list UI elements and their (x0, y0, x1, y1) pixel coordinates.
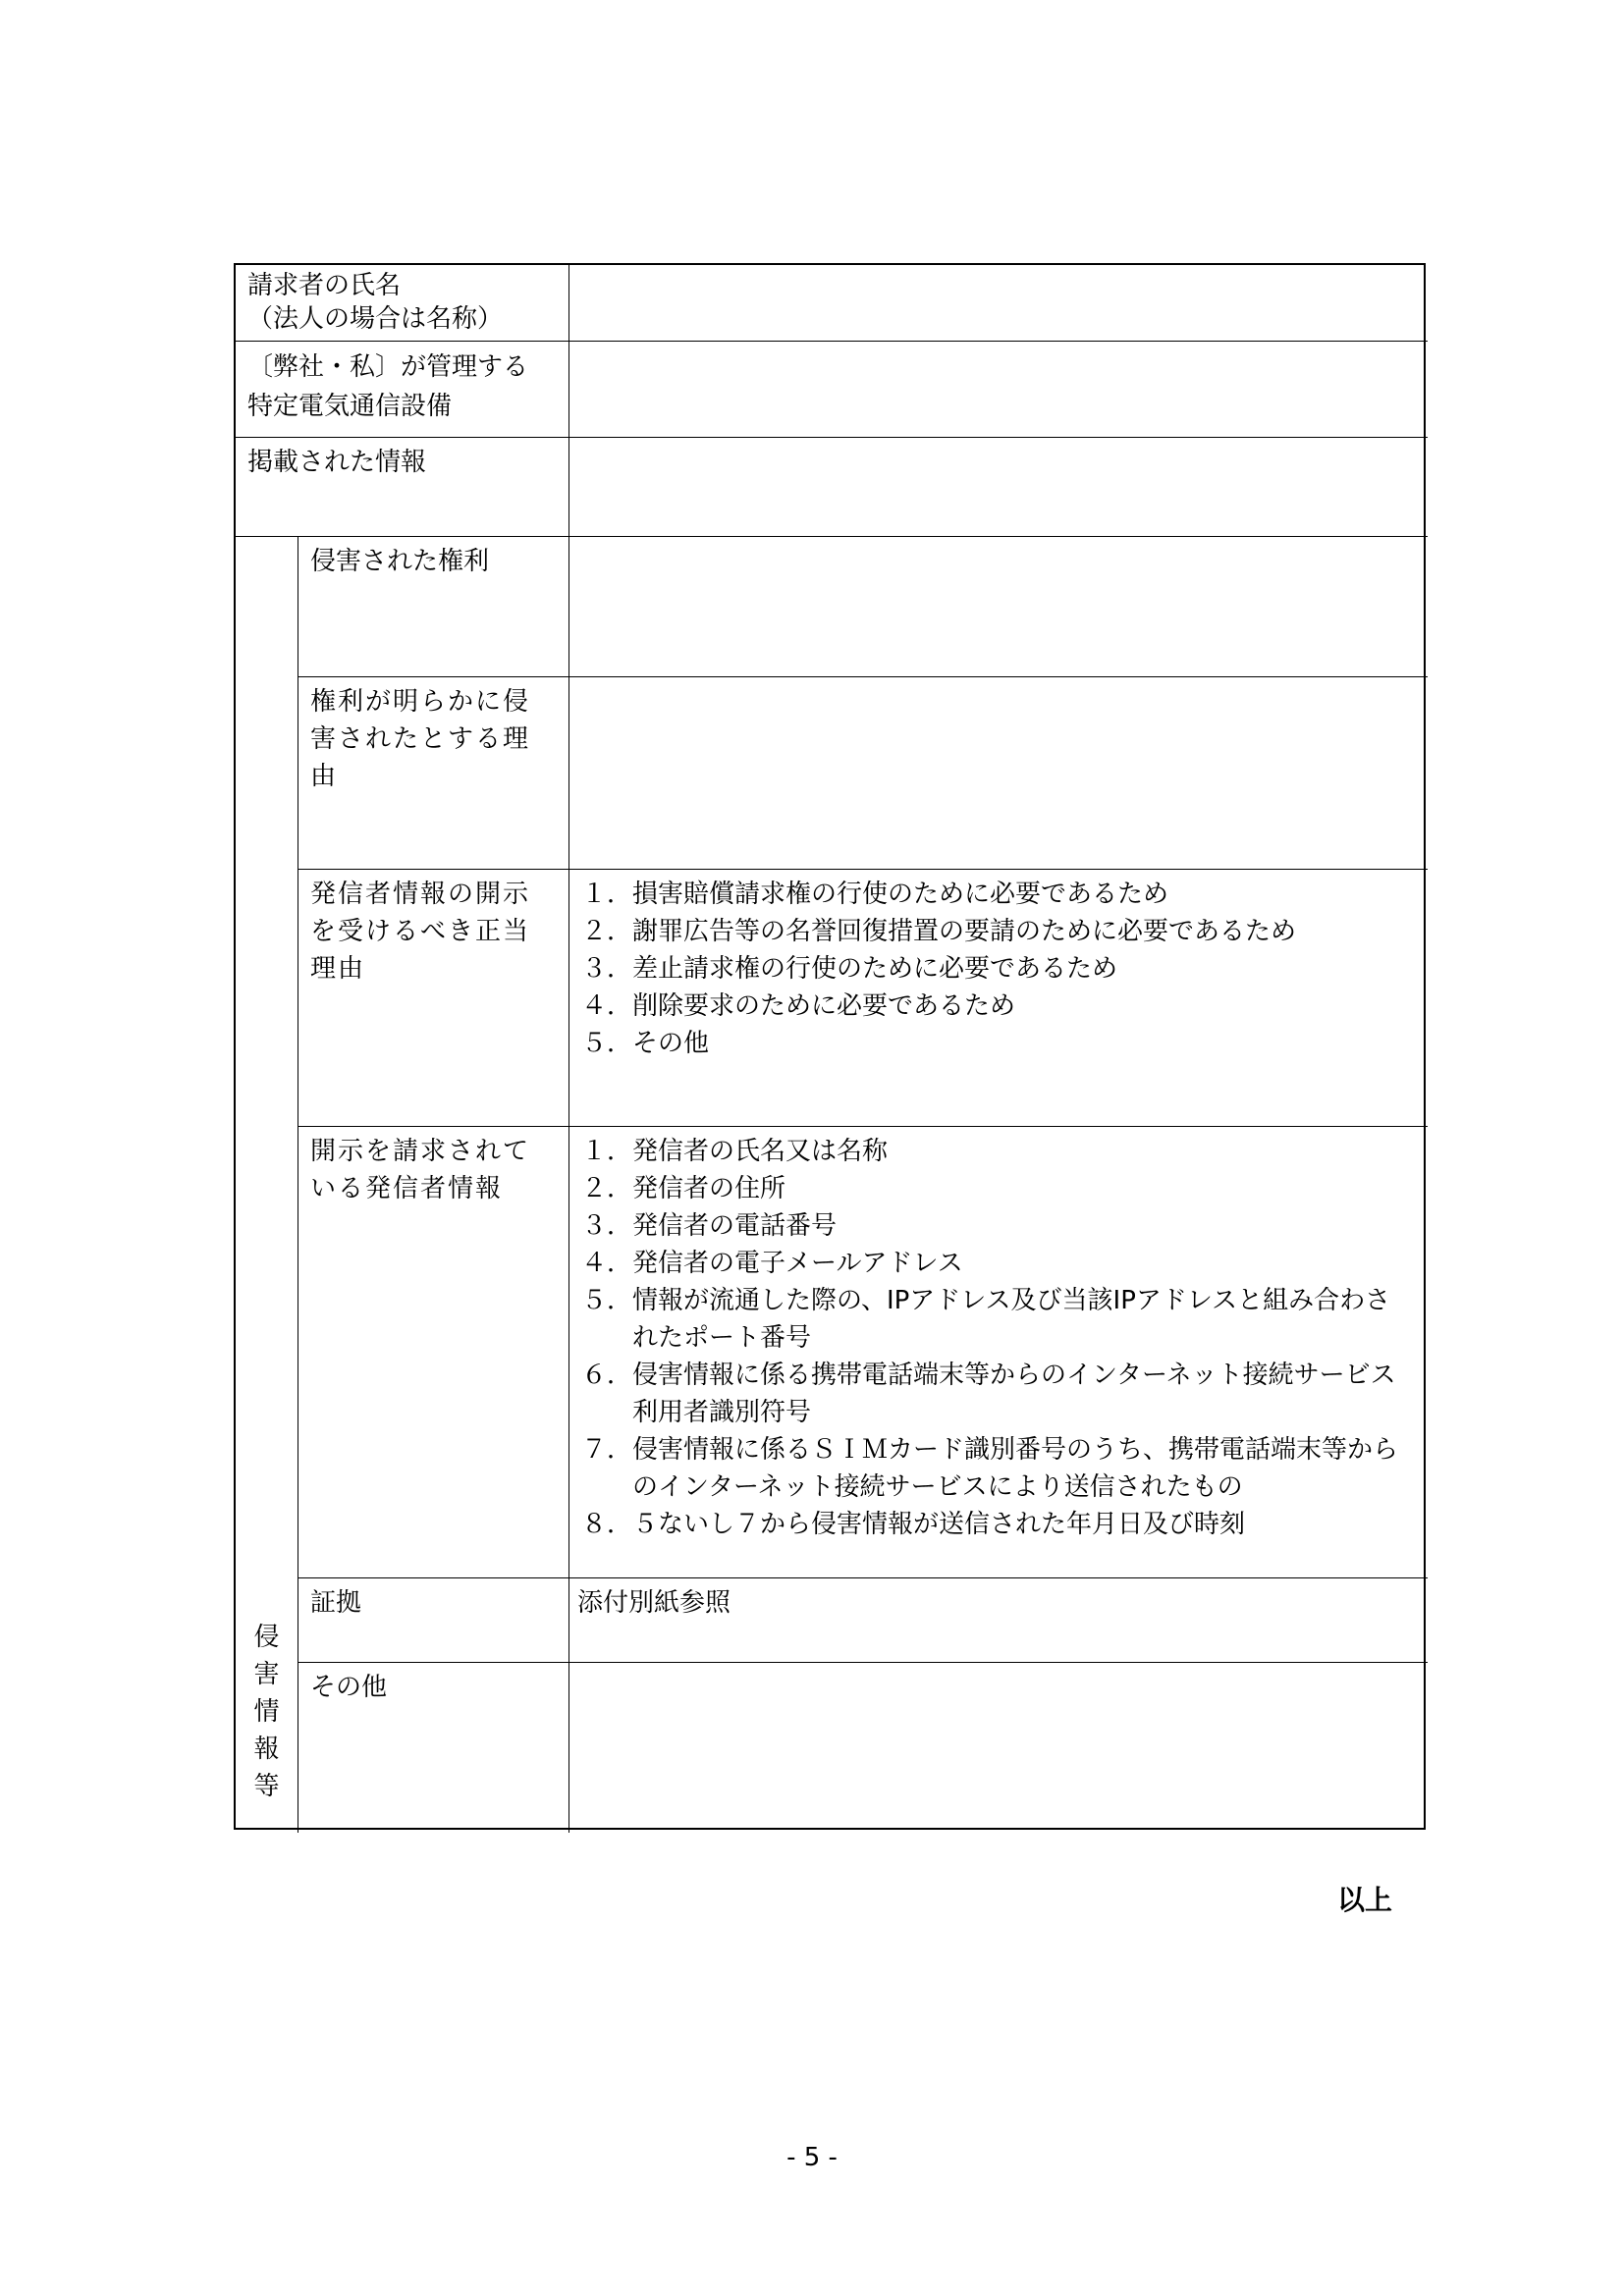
list-item: １． 発信者の氏名又は名称 (580, 1137, 889, 1166)
list-item: ７． 侵害情報に係るＳＩＭカード識別番号のうち、携帯電話端末等からのインターネット接続サービスにより送信されたもの (580, 1435, 1399, 1502)
claimant-name-value[interactable] (569, 265, 1428, 342)
requested-info-list (577, 1133, 1416, 1543)
disclosure-reason-list (577, 876, 1416, 1062)
infringed-right-label: 侵害された権利 (298, 537, 569, 677)
disclosure-request-form (234, 263, 1426, 1830)
group-label-char: 報 (253, 1735, 280, 1764)
closing-mark: 以上 (1337, 1884, 1393, 1916)
requested-info-label: 開示を請求されている発信者情報 (298, 1127, 569, 1578)
list-item: ５． その他 (580, 1029, 710, 1058)
group-label-char: 等 (253, 1772, 280, 1801)
disclosure-reason-label: 発信者情報の開示を受けるべき正当理由 (298, 870, 569, 1127)
infringement-reason-label: 権利が明らかに侵害されたとする理由 (298, 677, 569, 870)
page-number: - 5 - (786, 2143, 838, 2172)
infringement-reason-value[interactable] (569, 677, 1428, 870)
disclosure-reason-list-cell (569, 870, 1428, 1127)
posted-info-value[interactable] (569, 438, 1428, 537)
facility-label: 〔弊社・私〕が管理する 特定電気通信設備 (236, 342, 569, 438)
list-item: １． 損害賠償請求権の行使のために必要であるため (580, 880, 1169, 909)
list-item: ８． ５ないし７から侵害情報が送信された年月日及び時刻 (580, 1510, 1246, 1539)
facility-value[interactable] (569, 342, 1428, 438)
evidence-label: 証拠 (298, 1578, 569, 1663)
requested-info-list-cell (569, 1127, 1428, 1578)
list-item: ２． 発信者の住所 (580, 1174, 786, 1203)
list-item: ３． 差止請求権の行使のために必要であるため (580, 954, 1118, 984)
claimant-name-label: 請求者の氏名 （法人の場合は名称） (236, 265, 569, 342)
list-item: ２． 謝罪広告等の名誉回復措置の要請のために必要であるため (580, 917, 1297, 946)
list-item: ４． 発信者の電子メールアドレス (580, 1249, 963, 1278)
evidence-value: 添付別紙参照 (569, 1578, 1428, 1663)
group-label-char: 害 (253, 1660, 280, 1689)
other-value[interactable] (569, 1663, 1428, 1833)
group-label-char: 情 (253, 1697, 280, 1727)
list-item: ３． 発信者の電話番号 (580, 1211, 838, 1241)
infringed-right-value[interactable] (569, 537, 1428, 677)
list-item: ４． 削除要求のために必要であるため (580, 991, 1016, 1021)
group-label-char: 侵 (253, 1623, 280, 1652)
list-item: ６． 侵害情報に係る携帯電話端末等からのインターネット接続サービス利用者識別符号 (580, 1361, 1396, 1427)
list-item: ５． 情報が流通した際の、IPアドレス及び当該IPアドレスと組み合わされたポート番号 (580, 1286, 1391, 1353)
other-label: その他 (298, 1663, 569, 1833)
infringement-group-label (236, 537, 298, 1833)
posted-info-label: 掲載された情報 (236, 438, 569, 537)
